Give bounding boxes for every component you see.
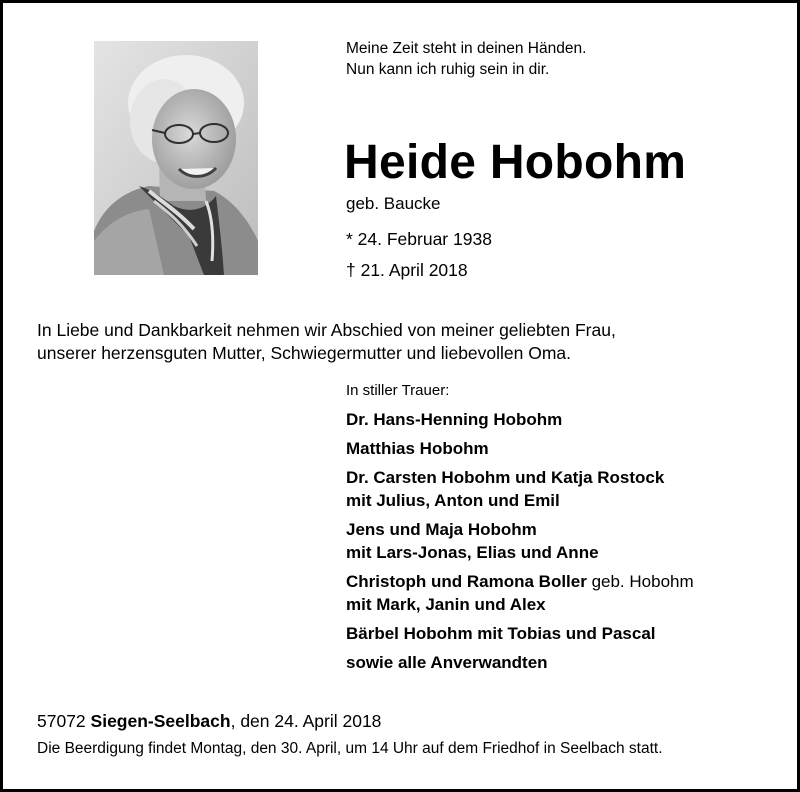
maiden-name: geb. Baucke	[346, 194, 441, 213]
quote-line-2: Nun kann ich ruhig sein in dir.	[346, 61, 550, 78]
mourner-entry: Dr. Carsten Hobohm und Katja Rostock	[346, 468, 665, 487]
postcode: 57072	[37, 711, 91, 731]
funeral-notice: Die Beerdigung findet Montag, den 30. April, um 14 Uhr auf dem Friedhof in Seelbach statt.	[37, 740, 663, 757]
mourner-entry: sowie alle Anverwandten	[346, 653, 548, 672]
mourner-entry	[346, 570, 694, 593]
bible-quote	[346, 38, 586, 80]
birth-date: * 24. Februar 1938	[346, 229, 492, 249]
letter-date: , den 24. April 2018	[230, 711, 382, 731]
mourner-entry: Jens und Maja Hobohm	[346, 520, 537, 539]
mourner-entry-children: mit Mark, Janin und Alex	[346, 595, 546, 614]
mourner-maiden-name: geb. Hobohm	[586, 572, 694, 591]
message-line-2: unserer herzensguten Mutter, Schwiegermutter und liebevollen Oma.	[37, 343, 572, 363]
portrait-illustration	[94, 41, 258, 275]
mourner-entry-children: mit Julius, Anton und Emil	[346, 491, 560, 510]
mourner-couple: Christoph und Ramona Boller	[346, 572, 587, 591]
death-date: † 21. April 2018	[346, 260, 468, 280]
mourner-entry: Matthias Hobohm	[346, 439, 489, 458]
mourner-entry: Bärbel Hobohm mit Tobias und Pascal	[346, 624, 656, 643]
mourner-entry-children: mit Lars-Jonas, Elias und Anne	[346, 543, 599, 562]
farewell-message	[37, 319, 770, 365]
mourning-label: In stiller Trauer:	[346, 382, 450, 399]
place-and-date	[37, 710, 381, 732]
deceased-name: Heide Hobohm	[344, 136, 687, 189]
mourners-list	[346, 408, 694, 674]
mourner-entry: Dr. Hans-Henning Hobohm	[346, 410, 563, 429]
message-line-1: In Liebe und Dankbarkeit nehmen wir Abschied von meiner geliebten Frau,	[37, 320, 616, 340]
quote-line-1: Meine Zeit steht in deinen Händen.	[346, 40, 587, 57]
city: Siegen-Seelbach	[90, 711, 231, 731]
portrait-photo	[94, 41, 258, 275]
